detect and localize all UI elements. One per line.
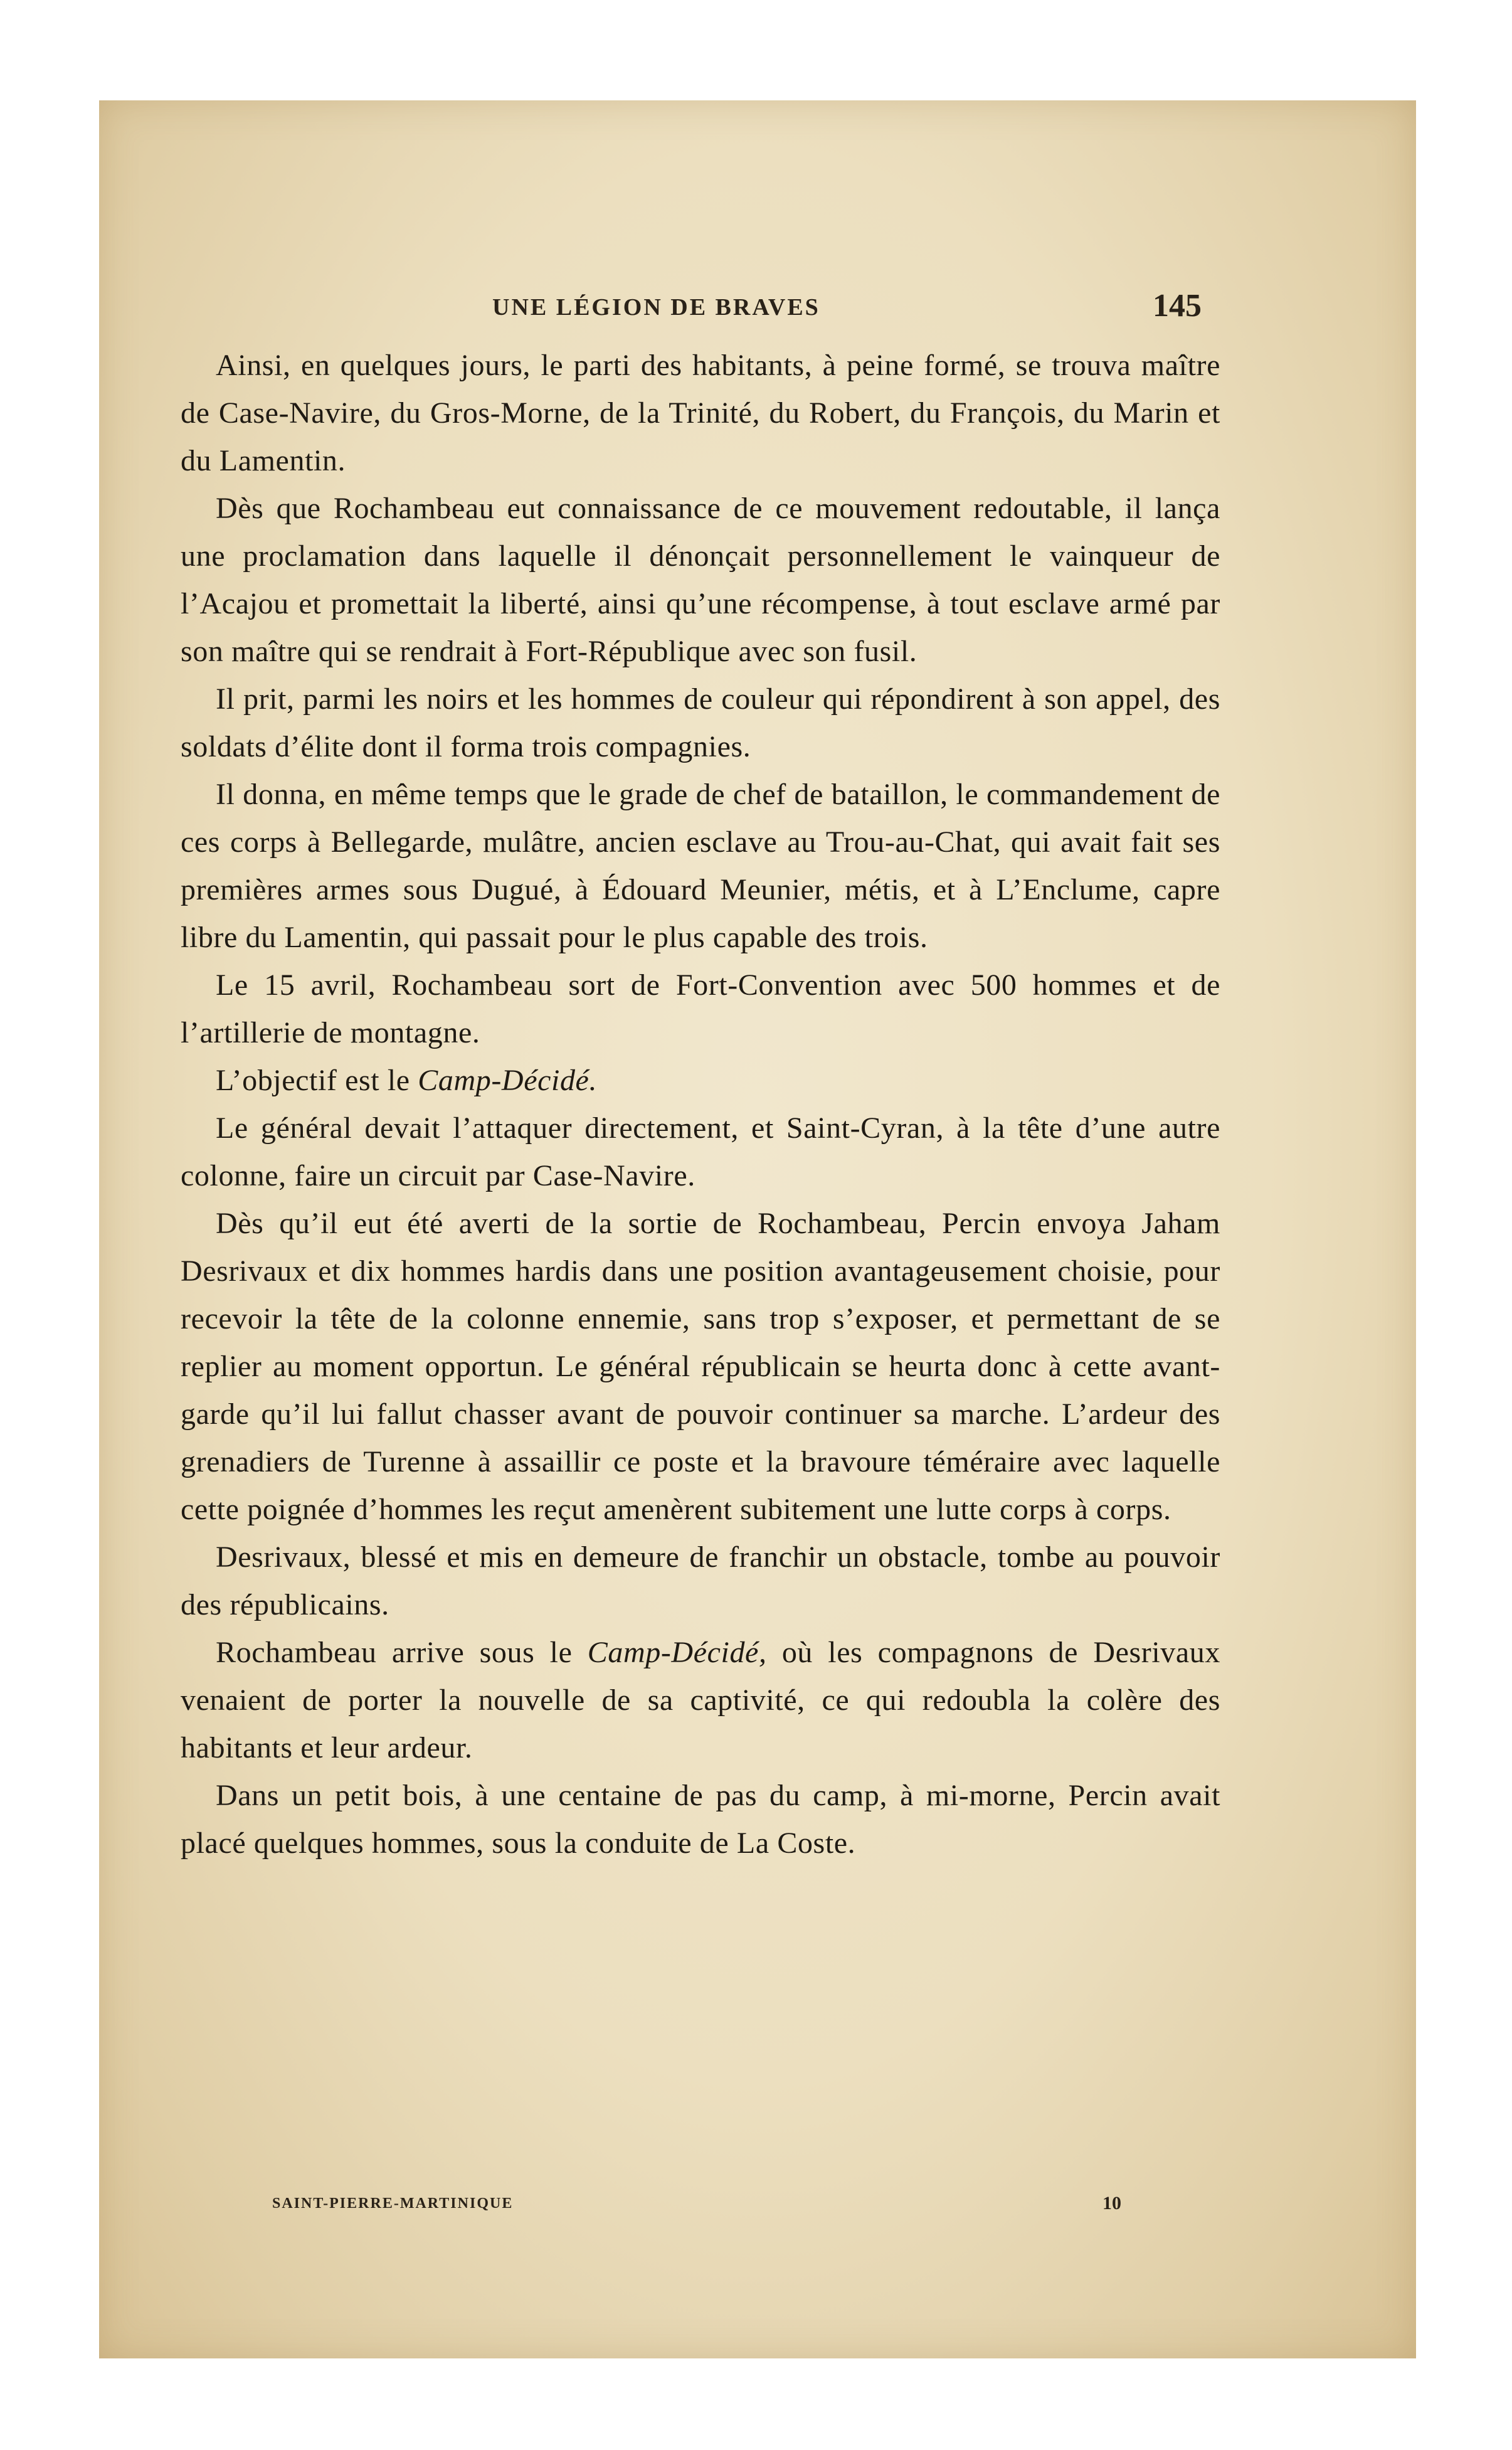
scanned-page [99, 100, 1416, 2358]
paragraph: Dès que Rochambeau eut connaissance de ce mouvement redoutable, il lança une proclamation dans laquelle il dénonçait personnellement le vainqueur de l’Acajou et promettait la liberté, ainsi qu’une récompense, à tout esclave armé par son maître qui se rendrait à Fort-République avec son fusil. [181, 492, 1220, 668]
running-head [99, 288, 1416, 331]
footer [99, 2195, 1416, 2227]
signature-number: 10 [1102, 2193, 1121, 2214]
paragraph: Il donna, en même temps que le grade de chef de bataillon, le commandement de ces corps à Bellegarde, mulâtre, ancien esclave au Trou-au-Chat, qui avait fait ses premières armes sous Dugué, à Édouard Meunier, métis, et à L’Enclume, capre libre du Lamentin, qui passait pour le plus capable des trois. [181, 778, 1220, 954]
paragraph: Dans un petit bois, à une centaine de pas du camp, à mi-morne, Percin avait placé quelques hommes, sous la conduite de La Coste. [181, 1779, 1220, 1860]
objective-place: Camp-Décidé. [418, 1064, 598, 1097]
arrival-prefix: Rochambeau arrive sous le [216, 1636, 588, 1669]
page-number: 145 [1153, 288, 1202, 324]
objective-prefix: L’objectif est le [216, 1064, 418, 1097]
paragraph: Dès qu’il eut été averti de la sortie de Rochambeau, Percin envoya Jaham Desrivaux et dix hommes hardis dans une position avantageusement choisie, pour recevoir la tête de la colonne ennemie, sans trop s’exposer, et permettant de se replier au moment opportun. Le général républicain se heurta donc à cette avant-garde qu’il lui fallut chasser avant de pouvoir continuer sa marche. L’ardeur des grenadiers de Turenne à assaillir ce poste et la bravoure téméraire avec laquelle cette poignée d’hommes les reçut amenèrent subitement une lutte corps à corps. [181, 1207, 1220, 1526]
paragraph: Desrivaux, blessé et mis en demeure de franchir un obstacle, tombe au pouvoir des républicains. [181, 1541, 1220, 1621]
arrival-place: Camp-Décidé, [587, 1636, 767, 1669]
paragraph: Le 15 avril, Rochambeau sort de Fort-Convention avec 500 hommes et de l’artillerie de montagne. [181, 968, 1220, 1049]
paragraph: Ainsi, en quelques jours, le parti des habitants, à peine formé, se trouva maître de Case-Navire, du Gros-Morne, de la Trinité, du Robert, du François, du Marin et du Lamentin. [181, 349, 1220, 477]
paragraph-arrival [181, 1629, 1220, 1772]
signature-text: SAINT-PIERRE-MARTINIQUE [272, 2195, 514, 2212]
paragraph: Le général devait l’attaquer directement, et Saint-Cyran, à la tête d’une autre colonne, faire un circuit par Case-Navire. [181, 1111, 1220, 1192]
paragraph: Il prit, parmi les noirs et les hommes de couleur qui répondirent à son appel, des soldats d’élite dont il forma trois compagnies. [181, 682, 1220, 763]
running-title: UNE LÉGION DE BRAVES [492, 294, 820, 321]
body-text [181, 342, 1220, 1867]
arrival-suffix: où les compagnons de Desrivaux venaient de porter la nouvelle de sa captivité, ce qui redoubla la colère des habitants et leur ardeur. [181, 1636, 1221, 1764]
paragraph-objective [181, 1057, 1220, 1105]
